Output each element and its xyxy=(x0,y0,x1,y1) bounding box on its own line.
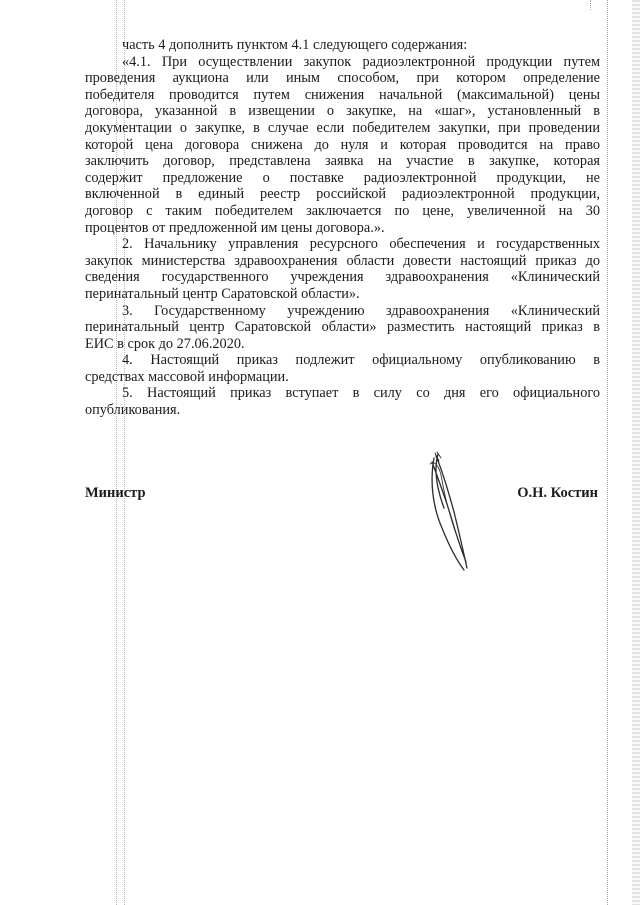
clause-line: договора, указанной в извещении о закупке, на «шаг», установленный в xyxy=(85,103,600,120)
scan-line xyxy=(607,0,608,905)
scan-mark xyxy=(590,0,613,10)
paragraph-3 xyxy=(85,303,600,353)
clause-line: которой цена договора снижена до нуля и которая проводится на право xyxy=(85,136,600,153)
clause-line: «4.1. При осуществлении закупок радиоэлектронной продукции путем xyxy=(122,53,600,70)
clause-line: договор с таким победителем заключается по цене, увеличенной на 30 xyxy=(85,202,600,219)
paragraph-4 xyxy=(85,352,600,385)
paragraph-line: средствах массовой информации. xyxy=(85,368,289,385)
paragraph-line: перинатальный центр Саратовской области». xyxy=(85,285,360,302)
clause-line: включенной в единый реестр российской радиоэлектронной продукции, xyxy=(85,186,600,203)
paragraph-line: 5. Настоящий приказ вступает в силу со дня его официального xyxy=(122,385,600,402)
clause-line: проведения аукциона или иным способом, при котором определение xyxy=(85,70,600,87)
clause-line: заключить договор, представлена заявка на участие в закупке, которая xyxy=(85,153,600,170)
clause-4-1 xyxy=(85,54,600,237)
clause-line: процентов от предложенной им цены договора.». xyxy=(85,219,385,236)
clause-line: документации о закупке, в случае если победителем закупки, при проведении xyxy=(85,119,600,136)
intro-line: часть 4 дополнить пунктом 4.1 следующего содержания: xyxy=(122,37,468,53)
paragraph-line: 3. Государственному учреждению здравоохранения «Клинический xyxy=(122,302,600,319)
paragraph-line: 2. Начальнику управления ресурсного обеспечения и государственных xyxy=(122,236,600,253)
clause-line: содержит предложение о поставке радиоэлектронной продукции, не xyxy=(85,169,600,186)
paragraph-5 xyxy=(85,385,600,418)
document-body xyxy=(85,37,600,419)
scan-edge xyxy=(632,0,640,905)
signatory-name: О.Н. Костин xyxy=(517,485,598,501)
paragraph-line: перинатальный центр Саратовской области» разместить настоящий приказ в xyxy=(85,319,600,336)
paragraph-2 xyxy=(85,236,600,302)
signature-row xyxy=(85,485,600,505)
paragraph-line: сведения государственного учреждения здравоохранения «Клинический xyxy=(85,269,600,286)
handwritten-signature xyxy=(412,450,482,575)
paragraph-line: закупок министерства здравоохранения области довести настоящий приказ до xyxy=(85,252,600,269)
paragraph-line: ЕИС в срок до 27.06.2020. xyxy=(85,335,245,352)
paragraph-line: опубликования. xyxy=(85,402,181,419)
clause-line: победителя проводится путем снижения начальной (максимальной) цены xyxy=(85,86,600,103)
paragraph-line: 4. Настоящий приказ подлежит официальному опубликованию в xyxy=(122,352,600,369)
signatory-title: Министр xyxy=(85,485,146,501)
